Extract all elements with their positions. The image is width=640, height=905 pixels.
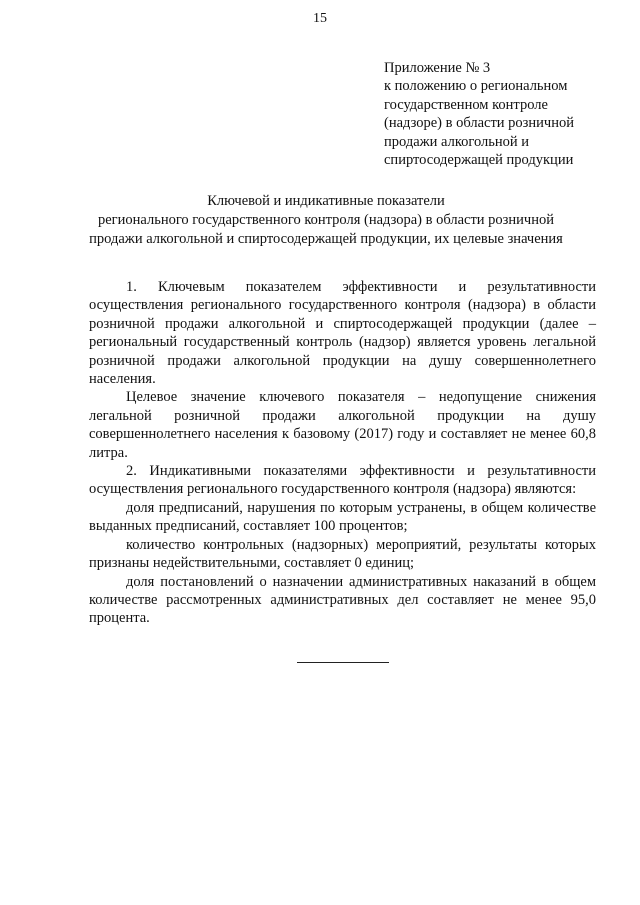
paragraph-prescriptions-share: доля предписаний, нарушения по которым устранены, в общем количестве выданных предписаний, составляет 100 процентов; [89,499,596,535]
paragraph-target-value: Целевое значение ключевого показателя – недопущение снижения легальной розничной продажи алкогольной продукции на душу совершеннолетнего населения к базовому (2017) году и составляет не менее 60,8 литра. [89,389,596,461]
page-number: 15 [313,11,327,26]
appendix-line: продажи алкогольной и [384,133,530,150]
document-body [89,278,596,628]
document-title [60,192,592,249]
title-line: регионального государственного контроля (надзора) в области розничной [98,212,554,228]
appendix-line: государственном контроле [384,96,548,113]
title-line: Ключевой и индикативные показатели [207,193,445,209]
appendix-line: Приложение № 3 [384,60,491,76]
title-line: продажи алкогольной и спиртосодержащей продукции, их целевые значения [89,231,563,247]
paragraph-resolutions-share: доля постановлений о назначении административных наказаний в общем количестве рассмотренных административных дел составляет не менее 95,0 процента. [89,573,596,627]
end-separator-line [297,662,389,663]
paragraph-inspections-count: количество контрольных (надзорных) мероприятий, результаты которых признаны недействительными, составляет 0 единиц; [89,536,596,572]
paragraph-key-indicator: 1. Ключевым показателем эффективности и результативности осуществления регионального государственного контроля (надзора) в области розничной продажи алкогольной и спиртосодержащей продукции (далее – региональный государственный контроль (надзор) является уровень легальной розничной продажи алкогольной продукции на душу совершеннолетнего населения. [89,279,596,388]
appendix-line: к положению о региональном [384,78,568,95]
paragraph-indicative-indicators: 2. Индикативными показателями эффективности и результативности осуществления регионального государственного контроля (надзора) являются: [89,463,596,498]
appendix-header [384,59,614,169]
appendix-line: спиртосодержащей продукции [384,152,574,169]
appendix-line: (надзоре) в области розничной [384,115,574,132]
